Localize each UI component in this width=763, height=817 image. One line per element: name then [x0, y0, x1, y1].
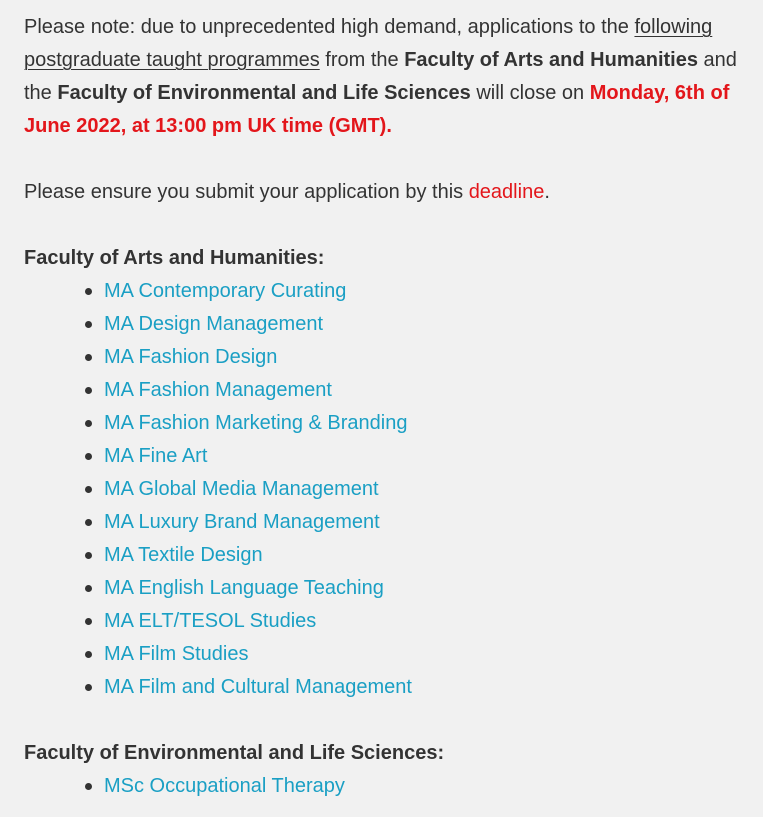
bullet-icon — [85, 585, 92, 592]
notice-from-the: from the — [319, 49, 405, 71]
list-item — [24, 638, 754, 671]
bullet-icon — [85, 519, 92, 526]
notice-will-close: will close on — [470, 82, 590, 104]
spacer — [24, 143, 754, 176]
bullet-icon — [85, 783, 92, 790]
notice-intro: Please note: due to unprecedented high demand, applications to the — [24, 16, 635, 38]
programme-link[interactable]: MA Luxury Brand Management — [104, 511, 380, 533]
list-item — [24, 506, 754, 539]
following-programmes-link[interactable]: following postgraduate taught programmes — [24, 16, 713, 71]
deadline-period: . — [544, 181, 550, 203]
list-item — [24, 473, 754, 506]
section-heading-arts: Faculty of Arts and Humanities: — [24, 247, 325, 269]
list-item — [24, 440, 754, 473]
programme-link[interactable]: MA Film Studies — [104, 643, 249, 665]
bullet-icon — [85, 618, 92, 625]
list-item — [24, 407, 754, 440]
list-item — [24, 572, 754, 605]
bullet-icon — [85, 354, 92, 361]
programme-link[interactable]: MA English Language Teaching — [104, 577, 384, 599]
programme-link[interactable]: MA Film and Cultural Management — [104, 676, 412, 698]
programme-link[interactable]: MA Fashion Design — [104, 346, 278, 368]
bullet-icon — [85, 684, 92, 691]
programme-list-arts — [24, 275, 754, 704]
section-environmental-life-sciences — [24, 737, 754, 803]
deadline-paragraph — [24, 176, 754, 209]
programme-link[interactable]: MA Global Media Management — [104, 478, 379, 500]
spacer — [24, 209, 754, 242]
section-arts-humanities — [24, 242, 754, 704]
bullet-icon — [85, 420, 92, 427]
list-item — [24, 605, 754, 638]
programme-list-env — [24, 770, 754, 803]
faculty-arts-name: Faculty of Arts and Humanities — [404, 49, 698, 71]
faculty-env-name: Faculty of Environmental and Life Sciences — [57, 82, 471, 104]
programme-link[interactable]: MA Fine Art — [104, 445, 208, 467]
list-item — [24, 308, 754, 341]
notice-paragraph — [24, 11, 754, 143]
list-item — [24, 341, 754, 374]
programme-link[interactable]: MA Contemporary Curating — [104, 280, 347, 302]
list-item — [24, 374, 754, 407]
programme-link[interactable]: MA Fashion Marketing & Branding — [104, 412, 408, 434]
programme-link[interactable]: MSc Occupational Therapy — [104, 775, 345, 797]
bullet-icon — [85, 321, 92, 328]
bullet-icon — [85, 288, 92, 295]
spacer — [24, 704, 754, 737]
programme-link[interactable]: MA Textile Design — [104, 544, 263, 566]
bullet-icon — [85, 486, 92, 493]
closing-date: Monday, 6th of June 2022, at 13:00 pm UK time (GMT). — [24, 82, 730, 137]
list-item — [24, 770, 754, 803]
bullet-icon — [85, 651, 92, 658]
notice-and-the: and the — [24, 49, 737, 104]
list-item — [24, 275, 754, 308]
deadline-link[interactable]: deadline — [468, 181, 545, 203]
section-heading-env: Faculty of Environmental and Life Sciences: — [24, 742, 445, 764]
ensure-text: Please ensure you submit your application by this — [24, 181, 469, 203]
programme-link[interactable]: MA ELT/TESOL Studies — [104, 610, 317, 632]
bullet-icon — [85, 387, 92, 394]
bullet-icon — [85, 453, 92, 460]
notice-content — [24, 11, 754, 803]
bullet-icon — [85, 552, 92, 559]
list-item — [24, 539, 754, 572]
list-item — [24, 671, 754, 704]
programme-link[interactable]: MA Design Management — [104, 313, 324, 335]
programme-link[interactable]: MA Fashion Management — [104, 379, 332, 401]
